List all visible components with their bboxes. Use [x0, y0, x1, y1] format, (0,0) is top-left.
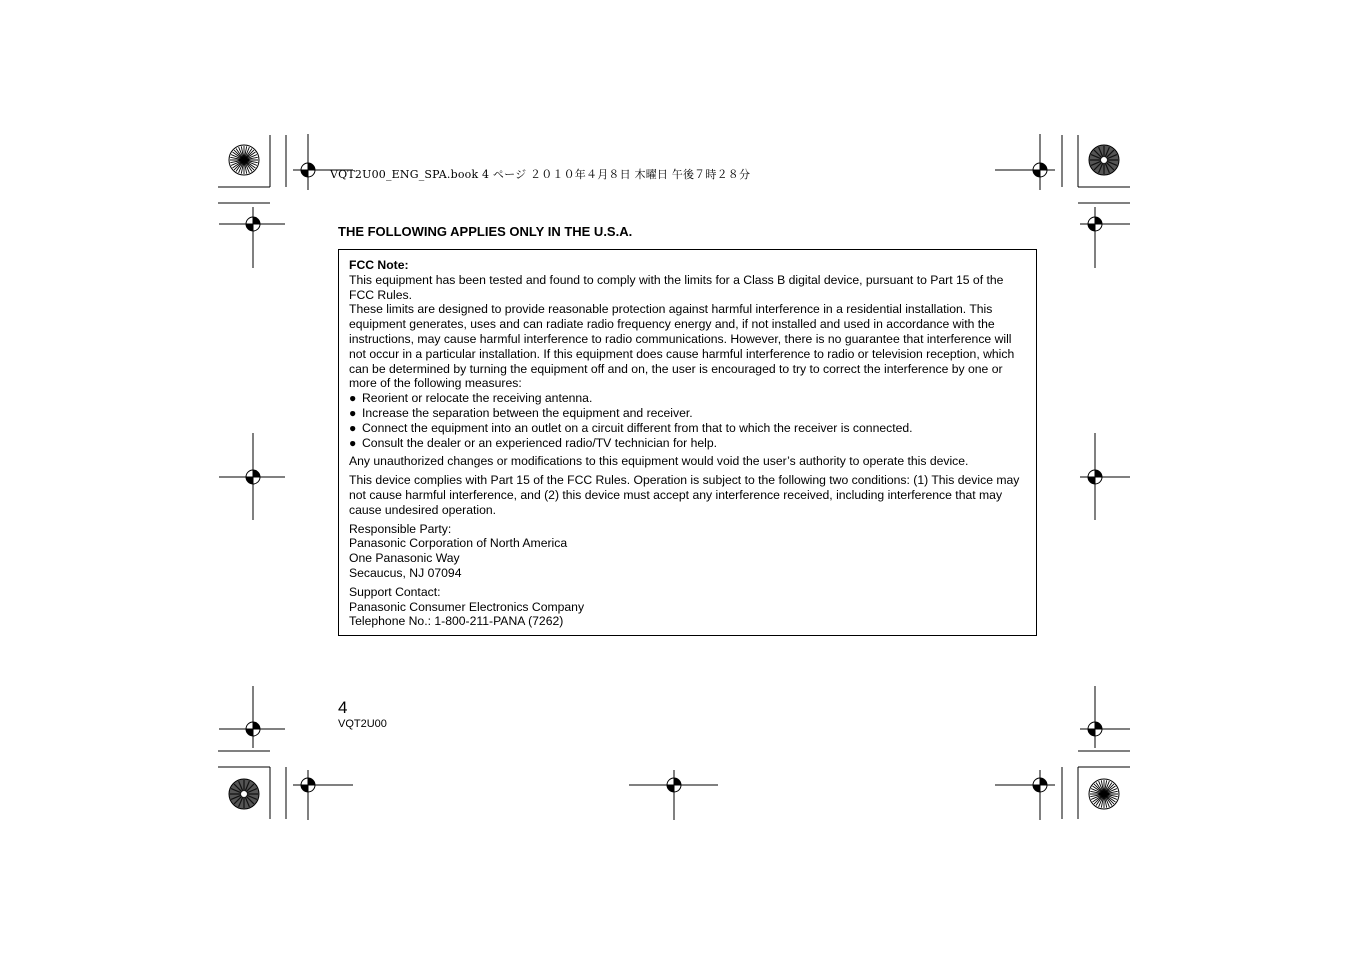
- unauthorized-changes-paragraph: Any unauthorized changes or modifications to this equipment would void the user’s authority to operate this device.: [349, 454, 969, 469]
- responsible-party-block: [349, 522, 1026, 581]
- measures-list: [349, 391, 1026, 450]
- list-item: ● Consult the dealer or an experienced radio/TV technician for help.: [349, 435, 718, 450]
- print-header: VQT2U00_ENG_SPA.book 4 ページ ２０１０年４月８日 木曜日 午後７時２８分: [330, 168, 751, 181]
- starburst-target: [1089, 145, 1119, 175]
- starburst-target: [229, 779, 259, 809]
- responsible-party-label: Responsible Party:: [349, 521, 452, 536]
- registration-mark: [243, 467, 263, 487]
- starburst-target: [1089, 779, 1119, 809]
- fcc-intro-paragraph: This equipment has been tested and found to comply with the limits for a Class B digital device, pursuant to Part 15 of the FCC Rules.: [349, 272, 1004, 302]
- bullet-icon: ●: [349, 420, 357, 435]
- responsible-party-city: Secaucus, NJ 07094: [349, 565, 462, 580]
- bullet-icon: ●: [349, 435, 357, 450]
- registration-mark: [1030, 160, 1050, 180]
- registration-mark: [298, 160, 318, 180]
- fcc-limits-paragraph: These limits are designed to provide reasonable protection against harmful interference in a residential installation. This equipment generates, uses and can radiate radio frequency energy and, if not installed and used in accordance with the instructions, may cause harmful interference to radio communications. However, there is no guarantee that interference will not occur in a particular installation. If this equipment does cause harmful interference to radio or television reception, which can be determined by turning the equipment off and on, the user is encouraged to try to correct the interference by one or more of the following measures:: [349, 302, 1015, 391]
- support-contact-company: Panasonic Consumer Electronics Company: [349, 599, 585, 614]
- registration-mark: [1085, 467, 1105, 487]
- section-title: THE FOLLOWING APPLIES ONLY IN THE U.S.A.: [338, 224, 633, 239]
- registration-mark: [1085, 214, 1105, 234]
- page-number: 4: [338, 698, 348, 717]
- list-item: ● Reorient or relocate the receiving antenna.: [349, 391, 593, 406]
- support-contact-block: [349, 585, 1026, 629]
- support-contact-label: Support Contact:: [349, 584, 441, 599]
- support-contact-phone: Telephone No.: 1-800-211-PANA (7262): [349, 614, 564, 629]
- responsible-party-street: One Panasonic Way: [349, 551, 460, 566]
- registration-mark: [243, 719, 263, 739]
- bullet-icon: ●: [349, 405, 357, 420]
- registration-mark: [1030, 775, 1050, 795]
- responsible-party-name: Panasonic Corporation of North America: [349, 536, 568, 551]
- compliance-paragraph: This device complies with Part 15 of the FCC Rules. Operation is subject to the following two conditions: (1) This device may not cause harmful interference, and (2) this device must accept any interference received, including interference that may cause undesired operation.: [349, 473, 1020, 517]
- model-code: VQT2U00: [338, 718, 387, 730]
- starburst-target: [229, 145, 259, 175]
- registration-mark: [1085, 719, 1105, 739]
- registration-mark: [664, 775, 684, 795]
- registration-mark: [298, 775, 318, 795]
- list-item: ● Increase the separation between the equipment and receiver.: [349, 405, 693, 420]
- bullet-icon: ●: [349, 391, 357, 406]
- registration-mark: [243, 214, 263, 234]
- fcc-note-title: FCC Note:: [349, 258, 409, 272]
- list-item: ● Connect the equipment into an outlet on a circuit different from that to which the receiver is connected.: [349, 420, 913, 435]
- fcc-note-box: [338, 249, 1037, 636]
